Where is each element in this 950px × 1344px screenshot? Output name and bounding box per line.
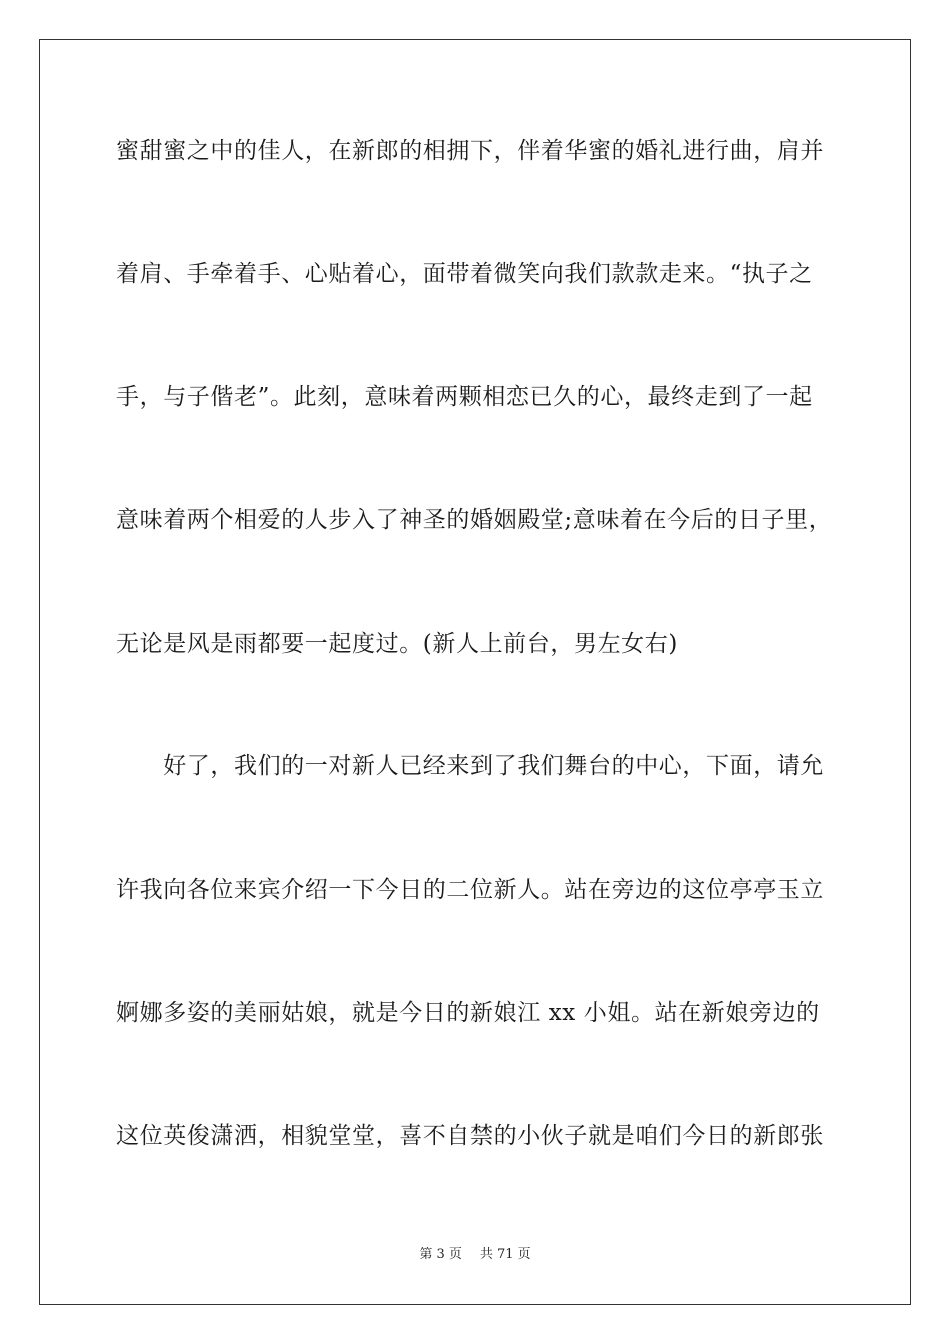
text-line: 意味着两个相爱的人步入了神圣的婚姻殿堂;意味着在今后的日子里， [116,507,833,533]
text-line: 蜜甜蜜之中的佳人，在新郎的相拥下，伴着华蜜的婚礼进行曲，肩并 [116,138,824,164]
text-line: 手，与子偕老”。此刻，意味着两颗相恋已久的心，最终走到了一起 [116,384,813,410]
text-line: 婀娜多姿的美丽姑娘，就是今日的新娘江 xx 小姐。站在新娘旁边的 [116,1000,820,1026]
text-line: 着肩、手牵着手、心贴着心，面带着微笑向我们款款走来。“执子之 [116,261,813,287]
paragraph-start-line: 好了，我们的一对新人已经来到了我们舞台的中心，下面，请允 [116,753,824,779]
text-line: 许我向各位来宾介绍一下今日的二位新人。站在旁边的这位亭亭玉立 [116,877,824,903]
page-footer [0,1246,950,1264]
page-number: 第 3 页 [419,1247,462,1262]
text-line: 无论是风是雨都要一起度过。(新人上前台，男左女右) [116,631,678,657]
page-total: 共 71 页 [479,1247,531,1262]
page-border [39,39,911,1305]
text-line: 这位英俊潇洒，相貌堂堂，喜不自禁的小伙子就是咱们今日的新郎张 [116,1123,824,1149]
